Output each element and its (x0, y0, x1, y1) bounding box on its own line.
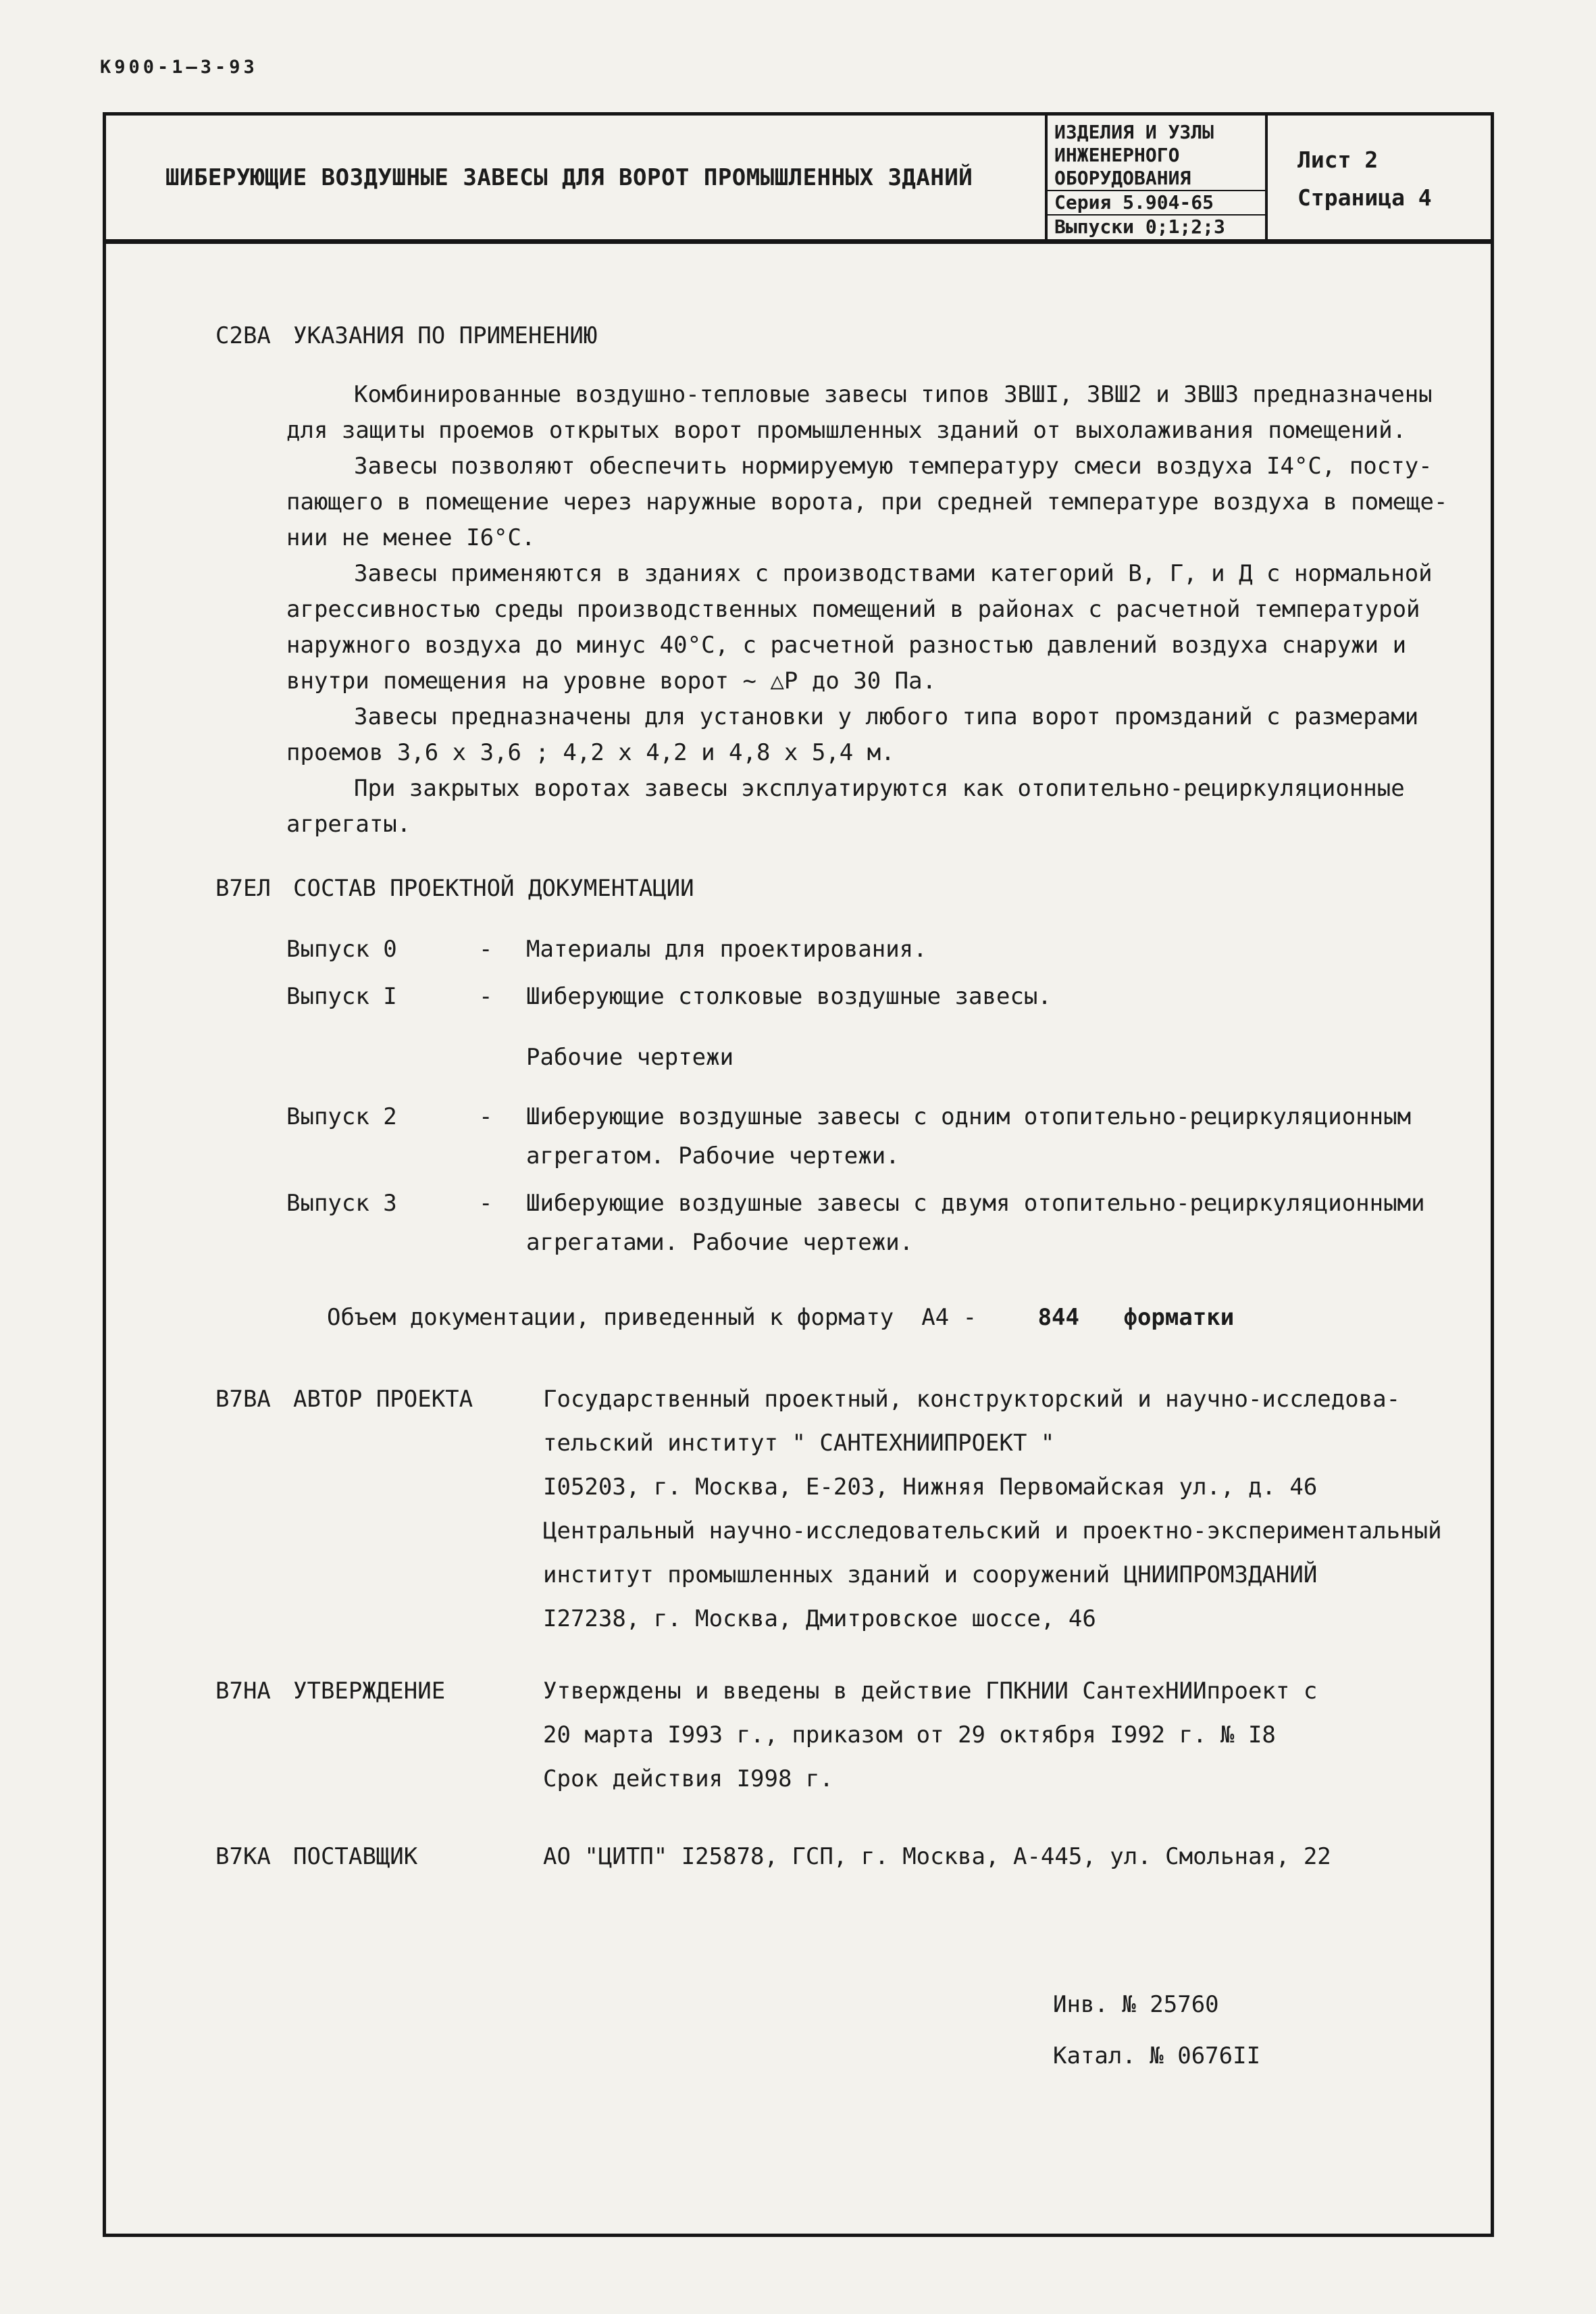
issue-item (286, 977, 1450, 1016)
supplier-text: АО "ЦИТП" I25878, ГСП, г. Москва, А-445, ул. Смольная, 22 (543, 1843, 1331, 1870)
issue-list (215, 930, 1450, 1262)
section-author (215, 1378, 1450, 1641)
doc-code: К900-1—3-93 (100, 57, 258, 78)
inventory-block (215, 1979, 1450, 2082)
catalog-number: Катал. № 0676II (1053, 2042, 1261, 2069)
series-line: ИНЖЕНЕРНОГО (1054, 144, 1180, 166)
section-code: В7ВА (215, 1386, 271, 1413)
series-line: ИЗДЕЛИЯ И УЗЛЫ (1054, 121, 1214, 143)
page-frame (103, 112, 1494, 2237)
paragraph-line: При закрытых воротах завесы эксплуатируются как отопительно-рециркуляционные (354, 775, 1405, 802)
sheet-cell (1268, 116, 1491, 239)
section-code: В7НА (215, 1678, 271, 1705)
title-block (106, 116, 1491, 244)
page-label: Страница 4 (1297, 184, 1432, 211)
issue-dash: - (479, 1103, 493, 1130)
author-text: Государственный проектный, конструкторский и научно-исследова- тельский институт " САНТЕХНИИПРОЕКТ " I05203, г. Москва, Е-203, Нижняя Первомайская ул., д. 46 Центральный научно-исследовательский и проектно-экспериментальный институт промышленных зданий и сооружений ЦНИИПРОМЗДАНИЙ I27238, г. Москва, Дмитровское шоссе, 46 (543, 1386, 1442, 1632)
issue-label: Выпуск 0 (286, 936, 397, 963)
volume-unit: форматки (1123, 1304, 1235, 1331)
section-title: УКАЗАНИЯ ПО ПРИМЕНЕНИЮ (293, 322, 598, 349)
paragraph-line: проемов 3,6 х 3,6 ; 4,2 х 4,2 и 4,8 х 5,4 м. (286, 739, 895, 766)
series-cell (1045, 116, 1268, 239)
working-drawings-note: Рабочие чертежи (526, 1044, 734, 1071)
section-title: СОСТАВ ПРОЕКТНОЙ ДОКУМЕНТАЦИИ (293, 875, 694, 902)
section-usage-heading (215, 318, 1450, 354)
issue-text: Шиберующие столковые воздушные завесы. (526, 983, 1052, 1010)
paragraph-line: пающего в помещение через наружные ворота, при средней температуре воздуха в помеще- (286, 488, 1448, 515)
section-code: С2ВА (215, 322, 271, 349)
approval-text: Утверждены и введены в действие ГПКНИИ СантехНИИпроект с 20 марта I993 г., приказом от 29 октября I992 г. № I8 Срок действия I998 г. (543, 1678, 1318, 1792)
paragraph-line: внутри помещения на уровне ворот ~ △Р до 30 Па. (286, 668, 937, 695)
issue-text: Шиберующие воздушные завесы с одним отопительно-рециркуляционным агрегатом. Рабочие чертежи. (526, 1103, 1412, 1169)
document-title: ШИБЕРУЮЩИЕ ВОЗДУШНЫЕ ЗАВЕСЫ ДЛЯ ВОРОТ ПРОМЫШЛЕННЫХ ЗДАНИЙ (165, 164, 973, 191)
paragraph-line: агрегаты. (286, 811, 411, 838)
section-title: АВТОР ПРОЕКТА (293, 1386, 473, 1413)
issue-dash: - (479, 936, 493, 963)
issue-label: Выпуск I (286, 983, 397, 1010)
paragraph-line: Комбинированные воздушно-тепловые завесы типов ЗВШI, ЗВШ2 и ЗВШ3 предназначены (354, 381, 1433, 408)
section-title: ПОСТАВЩИК (293, 1843, 418, 1870)
series-line: ОБОРУДОВАНИЯ (1054, 167, 1191, 189)
section-title: УТВЕРЖДЕНИЕ (293, 1678, 446, 1705)
document-body (106, 318, 1491, 2082)
issue-dash: - (479, 983, 493, 1010)
section-code: В7КА (215, 1843, 271, 1870)
usage-paragraphs (215, 377, 1450, 842)
document-title-cell (106, 116, 1045, 239)
paragraph-line: агрессивностью среды производственных помещений в районах с расчетной температурой (286, 596, 1420, 623)
volume-value: 844 (1037, 1304, 1079, 1331)
issue-label: Выпуск 3 (286, 1190, 397, 1217)
issue-dash: - (479, 1190, 493, 1217)
section-composition-heading (215, 871, 1450, 907)
paragraph-line: нии не менее I6°С. (286, 524, 536, 551)
issue-text: Материалы для проектирования. (526, 936, 927, 963)
paragraph-line: Завесы предназначены для установки у любого типа ворот промзданий с размерами (354, 703, 1419, 730)
inventory-number: Инв. № 25760 (1053, 1991, 1219, 2018)
documentation-volume-line (215, 1300, 1450, 1336)
paragraph-line: наружного воздуха до минус 40°С, с расчетной разностью давлений воздуха снаружи и (286, 632, 1407, 659)
issue-item (286, 930, 1450, 969)
series-issues: Выпуски 0;1;2;3 (1048, 214, 1265, 238)
volume-text: Объем документации, приведенный к формату А4 - (327, 1304, 977, 1331)
paragraph-line: для защиты проемов открытых ворот промышленных зданий от выхолаживания помещений. (286, 417, 1407, 444)
issue-item (286, 1097, 1450, 1176)
sheet-label: Лист 2 (1297, 147, 1379, 173)
series-number: Серия 5.904-65 (1048, 190, 1265, 214)
issue-item (286, 1184, 1450, 1262)
section-supplier (215, 1835, 1450, 1879)
section-approval (215, 1669, 1450, 1801)
issue-text: Шиберующие воздушные завесы с двумя отопительно-рециркуляционными агрегатами. Рабочие чертежи. (526, 1190, 1425, 1256)
issue-label: Выпуск 2 (286, 1103, 397, 1130)
paragraph-line: Завесы позволяют обеспечить нормируемую температуру смеси воздуха I4°С, посту- (354, 453, 1433, 480)
paragraph-line: Завесы применяются в зданиях с производствами категорий В, Г, и Д с нормальной (354, 560, 1433, 587)
section-code: В7ЕЛ (215, 875, 271, 902)
